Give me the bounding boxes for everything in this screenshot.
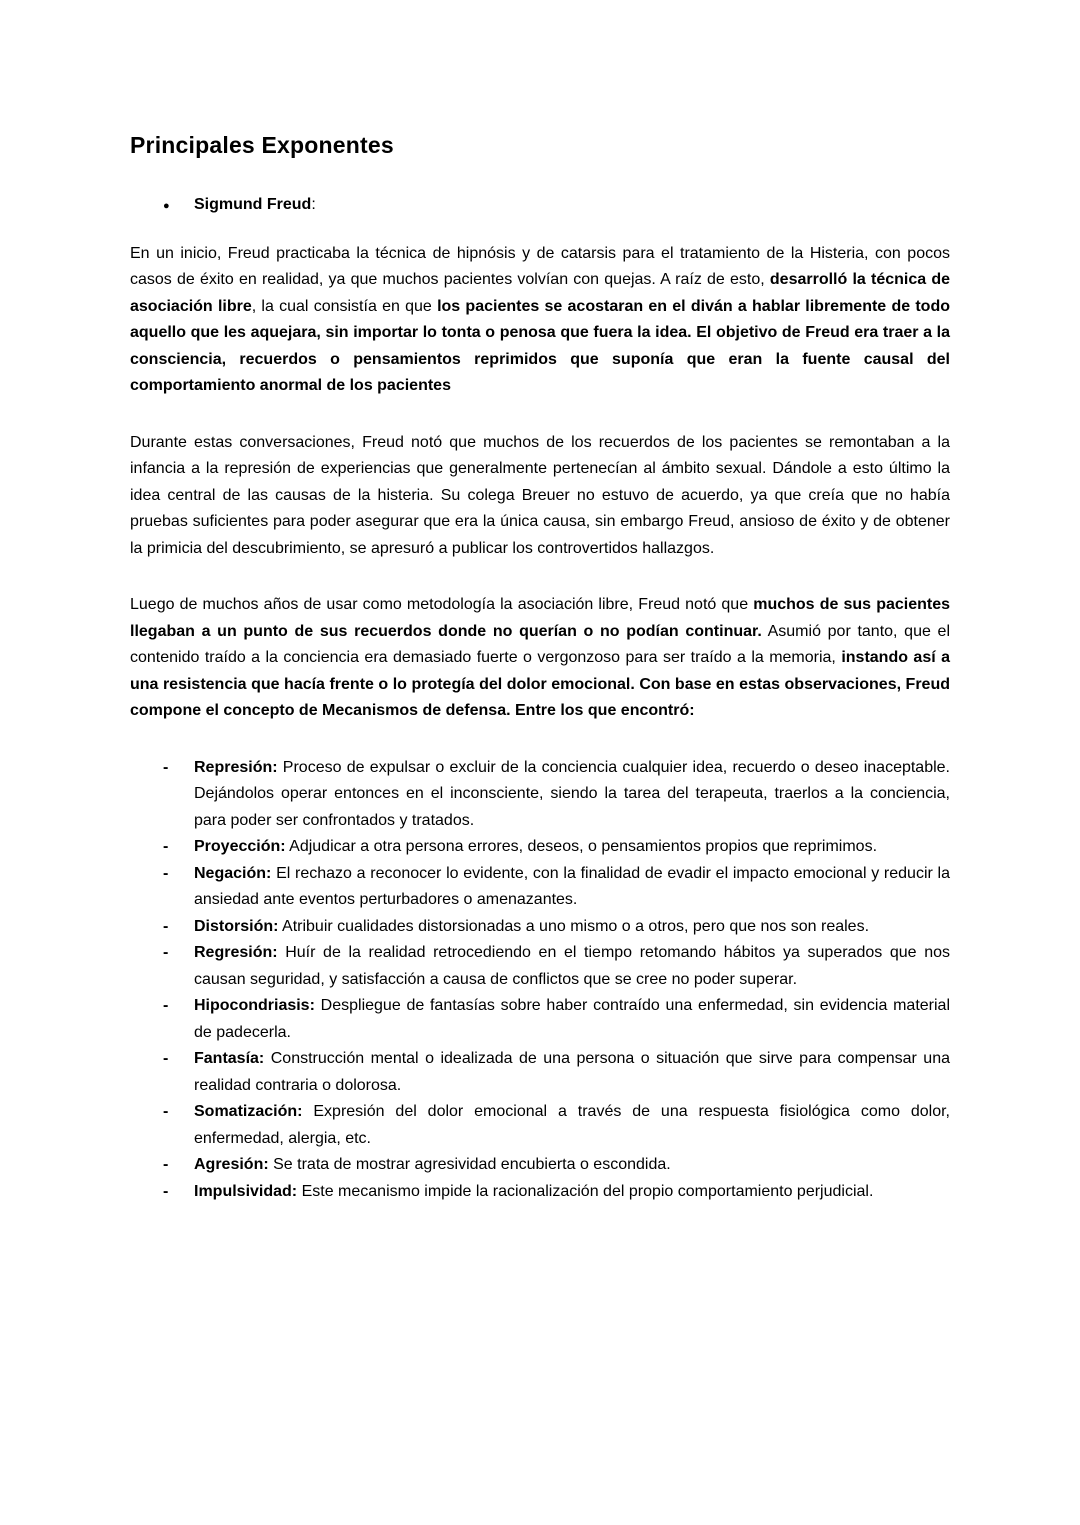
mechanism-term: Somatización: — [194, 1103, 303, 1120]
dash-marker: - — [163, 1103, 169, 1120]
mechanism-definition: Huír de la realidad retrocediendo en el tiempo retomando hábitos ya superados que nos causan seguridad, y satisfacción a causa de conflictos que se cree no poder superar. — [194, 944, 950, 988]
dash-marker: - — [163, 997, 169, 1014]
mechanism-list-item — [130, 940, 950, 993]
dash-marker: - — [163, 1050, 169, 1067]
mechanism-definition: Proceso de expulsar o excluir de la conciencia cualquier idea, recuerdo o deseo inaceptable. Dejándolos operar entonces en el inconsciente, siendo la tarea del terapeuta, traerlos a la conciencia, para poder ser confrontados y tratados. — [194, 758, 951, 829]
bold-run: los pacientes se acostaran en el diván a hablar libremente de todo aquello que les aquejara, sin importar lo tonta o penosa que fuera la idea. El objetivo de Freud era traer a la consciencia, recuerdos o pensamientos reprimidos que suponía que eran la fuente causal del comportamiento anormal de los pacientes — [130, 297, 951, 394]
mechanism-text — [194, 1103, 950, 1147]
text-run: , la cual consistía en que — [251, 297, 438, 315]
mechanism-list-item — [130, 1046, 950, 1099]
mechanism-list-item — [130, 834, 950, 861]
dash-marker: - — [163, 838, 169, 855]
dash-marker: - — [163, 1182, 169, 1200]
defense-mechanisms-list — [130, 755, 950, 1206]
dash-marker: - — [163, 864, 169, 882]
mechanism-term: Negación: — [194, 864, 272, 882]
exponent-colon: : — [311, 196, 316, 213]
mechanism-term: Proyección: — [194, 838, 286, 855]
dash-marker: - — [163, 758, 169, 776]
exponent-name: Sigmund Freud — [194, 196, 312, 213]
mechanism-list-item — [130, 1179, 950, 1206]
mechanism-text — [194, 1183, 873, 1200]
text-run: Asumió por tanto, que el contenido traído a la conciencia era demasiado fuerte o vergonzoso para ser traído a la memoria, — [130, 622, 951, 666]
mechanism-text — [194, 865, 950, 909]
mechanism-term: Agresión: — [194, 1156, 269, 1173]
mechanism-definition: Adjudicar a otra persona errores, deseos, o pensamientos propios que reprimimos. — [289, 838, 878, 855]
exponent-list-item — [130, 192, 950, 219]
mechanism-list-item — [130, 993, 950, 1046]
mechanism-definition: El rechazo a reconocer lo evidente, con la finalidad de evadir el impacto emocional y reducir la ansiedad ante eventos perturbadores o amenazantes. — [194, 864, 951, 908]
mechanism-definition: Expresión del dolor emocional a través de una respuesta fisiológica como dolor, enfermedad, alergia, etc. — [194, 1103, 951, 1147]
mechanism-list-item — [130, 1099, 950, 1152]
mechanism-text — [194, 759, 950, 829]
mechanism-text — [194, 1050, 950, 1094]
mechanism-term: Represión: — [194, 758, 278, 776]
paragraph-hysteria-breuer — [130, 430, 950, 563]
paragraph-defense-mechanisms-intro — [130, 592, 950, 725]
page-title: Principales Exponentes — [130, 132, 394, 158]
dash-marker: - — [163, 944, 169, 961]
mechanism-definition: Se trata de mostrar agresividad encubierta o escondida. — [273, 1156, 671, 1173]
bullet-icon: ● — [163, 200, 170, 212]
paragraph-free-association — [130, 241, 950, 400]
mechanism-text — [194, 997, 950, 1041]
mechanism-term: Fantasía: — [194, 1050, 265, 1067]
mechanism-list-item — [130, 861, 950, 914]
dash-marker: - — [163, 917, 169, 935]
mechanism-definition: Construcción mental o idealizada de una persona o situación que sirve para compensar una realidad contraria o dolorosa. — [194, 1050, 950, 1094]
mechanism-text — [194, 838, 877, 855]
mechanism-term: Impulsividad: — [194, 1182, 298, 1200]
dash-marker: - — [163, 1156, 169, 1173]
mechanism-list-item — [130, 1152, 950, 1179]
text-run: Luego de muchos años de usar como metodología la asociación libre, Freud notó que — [130, 596, 754, 613]
mechanism-list-item — [130, 914, 950, 941]
mechanism-definition: Despliegue de fantasías sobre haber contraído una enfermedad, sin evidencia material de padecerla. — [194, 997, 950, 1041]
mechanism-term: Distorsión: — [194, 917, 279, 935]
mechanism-text — [194, 944, 950, 988]
bold-run: instando así a una resistencia que hacía frente o lo protegía del dolor emocional. Con base en estas observaciones, Freud compone el concepto de Mecanismos de defensa. Entre los que encontró: — [130, 649, 950, 719]
mechanism-text — [194, 918, 869, 935]
mechanism-definition: Este mecanismo impide la racionalización del propio comportamiento perjudicial. — [301, 1182, 874, 1200]
bold-run: desarrolló la técnica de asociación libre — [130, 271, 950, 315]
mechanism-term: Regresión: — [194, 944, 278, 961]
text-run: En un inicio, Freud practicaba la técnica de hipnósis y de catarsis para el tratamiento de la Histeria, con pocos casos de éxito en realidad, ya que muchos pacientes volvían con quejas. A raíz de esto, — [130, 244, 950, 288]
bold-run: muchos de sus pacientes llegaban a un punto de sus recuerdos donde no querían o no podían continuar. — [130, 596, 951, 640]
text-run: Durante estas conversaciones, Freud notó que muchos de los recuerdos de los pacientes se remontaban a la infancia a la represión de experiencias que generalmente pertenecían al ámbito sexual. Dándole a esto último la idea central de las causas de la histeria. Su colega Breuer no estuvo de acuerdo, ya que creía que no había pruebas suficientes para poder asegurar que era la única causa, sin embargo Freud, ansioso de éxito y de obtener la primicia del descubrimiento, se apresuró a publicar los controvertidos hallazgos. — [130, 433, 950, 557]
mechanism-text — [194, 1156, 671, 1173]
mechanism-list-item — [130, 755, 950, 835]
mechanism-definition: Atribuir cualidades distorsionadas a uno mismo o a otros, pero que nos son reales. — [282, 917, 870, 935]
mechanism-term: Hipocondriasis: — [194, 997, 315, 1014]
